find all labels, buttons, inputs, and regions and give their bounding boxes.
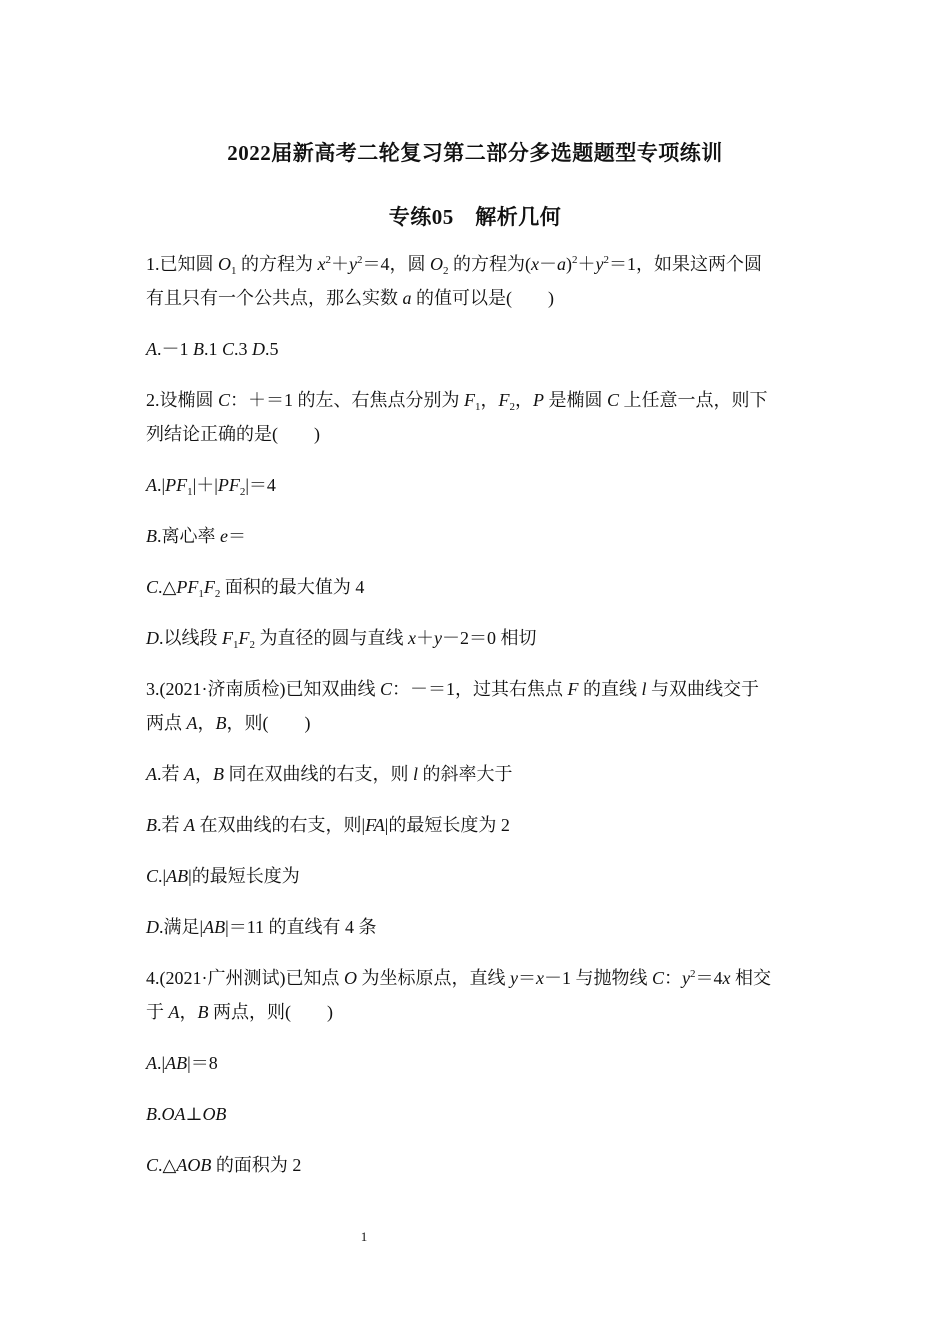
- question-1-line-2: 有且只有一个公共点，那么实数 a 的值可以是( ): [146, 288, 554, 308]
- question-1-options: A.－1 B.1 C.3 D.5: [146, 339, 279, 359]
- question-2-option-c: $C.\triangle PF_1F_2$ 面积的最大值为 4: [146, 577, 365, 600]
- question-2-line-2: 列结论正确的是( ): [146, 424, 320, 444]
- question-4-option-b: B.OA⊥OB: [146, 1104, 227, 1124]
- document-subtitle: 专练05 解析几何: [388, 205, 562, 229]
- question-4-line-2: 于 A，B 两点，则( ): [146, 1002, 333, 1022]
- question-2-option-a: $A.|PF_1|+|PF_2|=4$: [146, 475, 276, 498]
- question-3-line-1: 3.(2021·济南质检)已知双曲线 C：－＝1，过其右焦点 F 的直线 l 与双曲线交于: [146, 679, 760, 699]
- document-title: 2022届新高考二轮复习第二部分多选题题型专项练训: [227, 141, 723, 165]
- question-3-option-d: D.满足|AB|＝11 的直线有 4 条: [146, 917, 377, 937]
- question-2-line-1: 2.设椭圆 C：＋＝1 的左、右焦点分别为 $F_1$，$F_2$，P 是椭圆 C 上任意一点，则下: [146, 390, 768, 413]
- question-2-option-d: D.以线段 $F_1F_2$ 为直径的圆与直线 x＋y－2＝0 相切: [146, 628, 537, 651]
- question-1-line-1: 1.已知圆 $O_1$ 的方程为 $x^2+y^2=4$，圆 $O_2$ 的方程为$(x-a)^2+y^2=1$，如果这两个圆: [146, 254, 762, 277]
- question-4-option-a: A.|AB|＝8: [146, 1053, 218, 1073]
- question-4-line-1: 4.(2021·广州测试)已知点 O 为坐标原点，直线 y＝x－1 与抛物线 C：$y^2=4x$ 相交: [146, 968, 771, 988]
- question-3-option-b: B.若 A 在双曲线的右支，则|FA|的最短长度为 2: [146, 815, 510, 835]
- question-2-option-b: B.离心率 e＝: [146, 526, 246, 546]
- question-4-option-c: C.△AOB 的面积为 2: [146, 1155, 302, 1175]
- page-number: 1: [360, 1229, 368, 1244]
- question-3-option-c: C.|AB|的最短长度为: [146, 866, 300, 886]
- question-3-line-2: 两点 A，B，则( ): [146, 713, 311, 733]
- question-3-option-a: A.若 A，B 同在双曲线的右支，则 l 的斜率大于: [146, 764, 513, 784]
